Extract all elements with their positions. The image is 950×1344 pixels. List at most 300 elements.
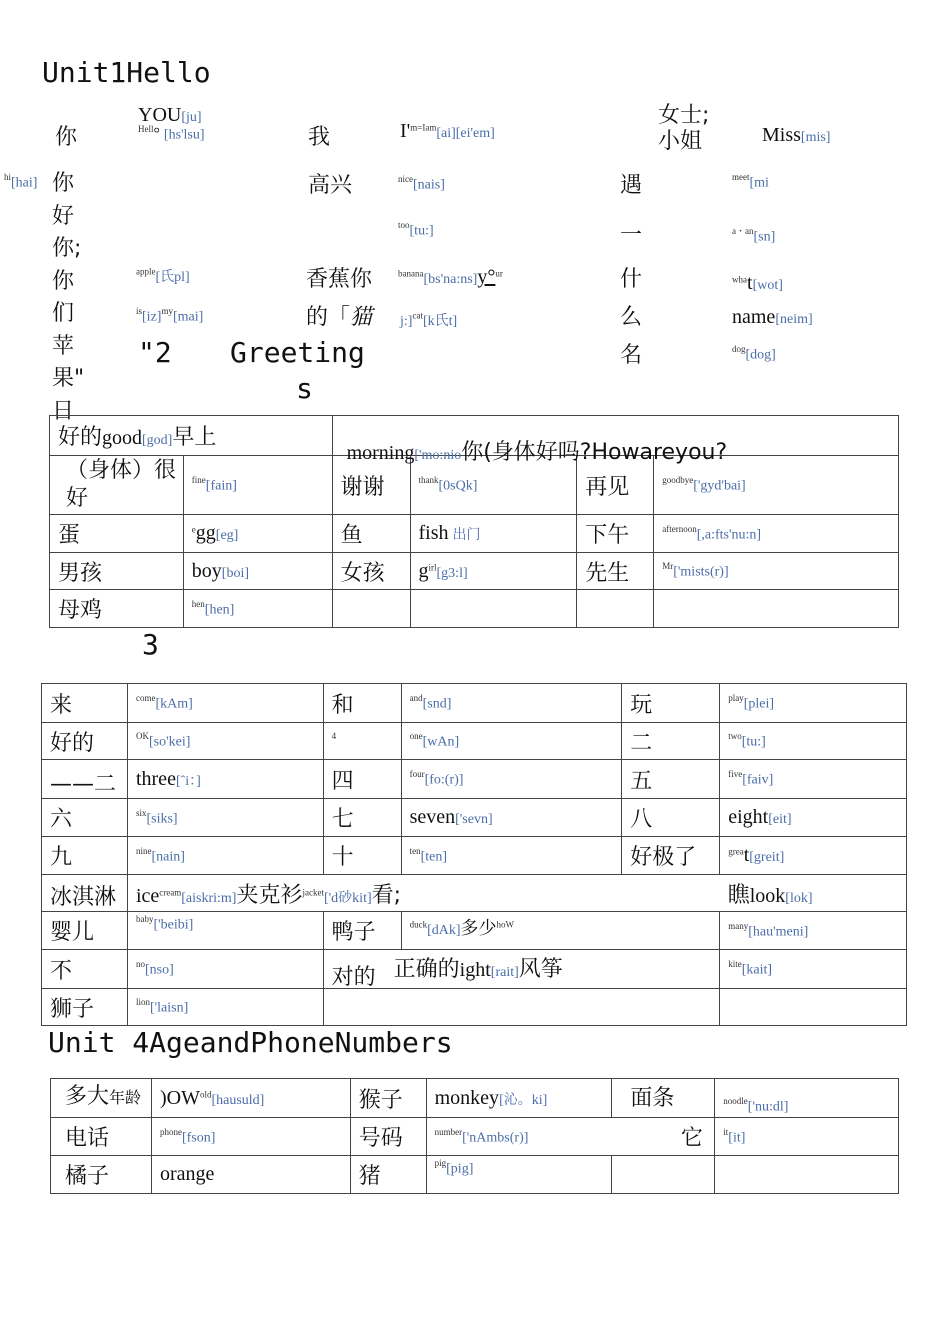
- cell-zh: 好极了: [630, 845, 697, 870]
- lion-zh: 狮子: [50, 996, 95, 1022]
- hi-entry: [4, 172, 37, 191]
- too-word: too: [398, 220, 410, 230]
- look-phonetic: [lok]: [785, 890, 813, 906]
- old-sup: old: [199, 1089, 212, 1100]
- col-char: 好: [52, 203, 75, 229]
- xiangjiao-text: 香蕉你: [306, 267, 373, 292]
- cell-sup: irl: [428, 562, 437, 573]
- table-cell: [577, 590, 654, 628]
- cell-sup: 4: [331, 731, 337, 742]
- dog-word: dog: [732, 344, 746, 354]
- phone-zh: 电话: [65, 1126, 110, 1151]
- ice-cream-phonetic: [aiskri:m]: [181, 890, 237, 906]
- table-cell: [622, 760, 720, 799]
- cell-zh: 七: [331, 807, 354, 832]
- miss-entry: [762, 124, 830, 144]
- is-my-entry: [136, 306, 203, 325]
- a-an-word: a・an: [732, 226, 754, 236]
- table-cell: [720, 950, 907, 989]
- cell-phonetic: [so'kei]: [148, 734, 191, 750]
- pig-phonetic: [pig]: [446, 1161, 474, 1177]
- kite-phonetic: [kait]: [741, 962, 773, 978]
- greetings-table: [49, 415, 899, 628]
- cell-sup: goodbye: [662, 475, 694, 486]
- cell-phonetic: [,a:fts'nu:n]: [696, 527, 762, 543]
- what-word: t: [747, 272, 753, 294]
- baby-sup: baby: [135, 914, 154, 924]
- hello-phonetic: [hs'lsu]: [163, 127, 205, 143]
- baby-phonetic: ['beibi]: [153, 917, 194, 933]
- table-cell: [323, 837, 401, 875]
- cell-zh: 女孩: [340, 560, 385, 586]
- table-cell: [350, 1118, 426, 1156]
- cell-zh-clip: [50, 880, 127, 910]
- cell-zh: 二: [630, 730, 653, 756]
- shen-char: 什: [620, 267, 643, 292]
- is-word: is: [136, 306, 143, 316]
- im-phonetic: [ai][ei'em]: [436, 126, 495, 141]
- monkey-word: monkey: [434, 1086, 500, 1109]
- table-cell: [332, 416, 898, 465]
- cell-zh: 母鸡: [58, 598, 103, 623]
- what-entry: [732, 272, 783, 294]
- cell-word: eight: [728, 806, 769, 828]
- cell-phonetic: [plei]: [743, 696, 775, 712]
- cell-sup: fine: [191, 475, 206, 486]
- cell-phonetic: [0sQk]: [438, 478, 478, 494]
- im-entry: [400, 120, 495, 142]
- cell-phonetic: 出门: [452, 528, 481, 543]
- my-word: my: [161, 306, 173, 316]
- j-phonetic: j:]: [400, 314, 413, 329]
- cell-zh: 谢谢: [340, 474, 385, 500]
- table-cell: [622, 799, 720, 837]
- cat-phonetic: [k氏t]: [422, 314, 458, 329]
- hello-degree: °: [153, 125, 160, 143]
- what-sup: wha: [732, 274, 747, 285]
- table-cell: [127, 989, 323, 1026]
- cell-zh: 和: [331, 692, 354, 718]
- banana-entry: [398, 266, 503, 289]
- cell-sup: four: [409, 769, 425, 780]
- table-cell: [323, 684, 401, 723]
- your-sup: ur: [495, 268, 503, 279]
- col-char: 们: [52, 301, 75, 326]
- it-sup: it: [723, 1126, 729, 1137]
- table-cell: [51, 1118, 152, 1156]
- yi-char: 一: [620, 223, 643, 248]
- table-cell: [151, 1079, 350, 1118]
- cell-word: boy: [191, 559, 222, 582]
- table-cell: [332, 553, 410, 590]
- table-cell: [720, 989, 907, 1026]
- table-row: [42, 950, 907, 989]
- your-word: y°: [477, 266, 496, 288]
- table-cell: [127, 950, 323, 989]
- apple-entry: [136, 266, 190, 286]
- no-phonetic: [nso]: [144, 962, 174, 978]
- correct-zh: 正确的: [393, 957, 460, 983]
- it-zh: 它: [680, 1126, 703, 1151]
- table-row: [42, 760, 907, 799]
- cell-sup: OK: [135, 731, 149, 742]
- table-cell: [50, 456, 184, 515]
- table-cell: [50, 553, 184, 590]
- table-cell: [401, 684, 622, 723]
- table-cell: [42, 723, 128, 760]
- what-phonetic: [wot]: [752, 278, 783, 293]
- name-entry: [732, 306, 813, 326]
- cell-zh-clip: [50, 767, 127, 797]
- meet-phonetic: [mi: [749, 175, 769, 191]
- table-cell: [323, 989, 720, 1026]
- table-row: [42, 912, 907, 950]
- cream-sup: cream: [159, 887, 182, 898]
- duck-phonetic: [dAk]: [427, 923, 461, 938]
- table-cell: [42, 875, 128, 912]
- name-phonetic: [neim]: [775, 312, 813, 327]
- hello-entry: [138, 124, 205, 142]
- cell-sup: ten: [409, 845, 421, 856]
- table-cell: [127, 799, 323, 837]
- table-cell: [401, 760, 622, 799]
- many-sup: many: [728, 920, 749, 931]
- table-cell: [42, 837, 128, 875]
- cell-phonetic: [faiv]: [742, 772, 774, 788]
- how-old-phonetic: [hausuld]: [211, 1092, 265, 1108]
- cell-phonetic: [hen]: [204, 602, 235, 618]
- table-row: [50, 590, 899, 628]
- cell-phonetic: [ˆi：]: [175, 773, 201, 789]
- monkey-zh: 猴子: [358, 1087, 403, 1113]
- cell-zh: 九: [50, 845, 73, 870]
- yu-char: 遇: [620, 173, 643, 198]
- table-cell: [401, 912, 720, 950]
- right-phonetic: [rait]: [490, 965, 519, 981]
- table-cell: [51, 1079, 152, 1118]
- ni-char: 你: [55, 125, 78, 150]
- table-cell: [350, 1156, 426, 1194]
- nice-entry: [398, 174, 445, 193]
- dog-phonetic: [dog]: [745, 347, 776, 363]
- cell-phonetic: [ten]: [420, 849, 448, 865]
- kite-zh: 风筝: [518, 957, 563, 983]
- col-char: 你: [52, 171, 75, 196]
- miss-phonetic: [mis]: [800, 130, 831, 145]
- meet-entry: [732, 172, 769, 192]
- cell-zh: 六: [50, 807, 73, 832]
- table-cell: [350, 1079, 426, 1118]
- cell-sup: e: [191, 524, 196, 535]
- cell-phonetic: [eg]: [215, 528, 239, 543]
- lion-phonetic: ['laisn]: [149, 1000, 189, 1016]
- cell-phonetic: ['gyd'bai]: [693, 478, 746, 494]
- how-many-zh: 多少: [460, 918, 497, 939]
- cell-phonetic: [greit]: [749, 850, 785, 865]
- cell-zh: ——二: [50, 772, 117, 797]
- cat-entry: [400, 310, 457, 330]
- table-cell: [401, 837, 622, 875]
- table-cell: [654, 515, 899, 553]
- cell-word: g: [418, 559, 429, 582]
- table-cell: [720, 723, 907, 760]
- good-zh: 好的: [58, 425, 103, 450]
- unit1-title: Unit1Hello: [42, 56, 211, 89]
- cell-phonetic: [nain]: [151, 849, 185, 865]
- baby-zh: 婴儿: [50, 920, 95, 945]
- table-cell: [720, 799, 907, 837]
- table-cell: [612, 1079, 715, 1118]
- cell-zh: 下午: [585, 523, 630, 548]
- noodle-phonetic: ['nu:dl]: [747, 1099, 789, 1114]
- table-cell: [127, 723, 323, 760]
- table-cell: [50, 590, 184, 628]
- cell-word: three: [135, 767, 176, 790]
- table-cell: [715, 1079, 899, 1118]
- table-row: [51, 1156, 899, 1194]
- you-phonetic: [ju]: [181, 110, 202, 125]
- me-char: 么: [620, 305, 643, 330]
- apple-phonetic: [氏pl]: [155, 270, 190, 285]
- cell-zh: 八: [630, 807, 653, 832]
- table-cell: [332, 515, 410, 553]
- a-an-phonetic: [sn]: [753, 229, 776, 245]
- orange-word: orange: [159, 1163, 215, 1185]
- morning-cell-clip: [346, 417, 898, 465]
- cell-zh: 先生: [585, 560, 630, 586]
- table-row: [42, 989, 907, 1026]
- hi-word: hi: [4, 172, 12, 182]
- table-cell: [426, 1079, 612, 1118]
- apple-word: apple: [136, 266, 156, 277]
- cell-zh: 再见: [585, 474, 630, 500]
- cell-zh: 蛋: [58, 523, 81, 548]
- cell-phonetic: [fain]: [205, 478, 237, 494]
- good-word: good: [102, 427, 143, 449]
- unit2-number: "2: [138, 336, 172, 369]
- table-cell: [323, 799, 401, 837]
- cell-phonetic: [kAm]: [155, 696, 193, 712]
- cell-sup: six: [135, 807, 147, 818]
- cell-phonetic: [tu:]: [741, 734, 766, 750]
- table-cell: [715, 1156, 899, 1194]
- mao-char: 猫: [350, 305, 373, 330]
- table-cell: [720, 912, 907, 950]
- pig-zh: 猪: [358, 1164, 381, 1189]
- jacket-sup: jacket: [302, 887, 324, 898]
- col-char: 你: [52, 268, 75, 294]
- table-cell: [720, 875, 907, 912]
- unit2-title: Greeting: [230, 336, 365, 369]
- too-entry: [398, 220, 434, 239]
- table-cell: [127, 837, 323, 875]
- old-word: )OW: [159, 1086, 200, 1109]
- cell-phonetic: [siks]: [146, 811, 178, 827]
- cell-phonetic: [fo:(r)]: [424, 772, 464, 788]
- unit1-left-column: [52, 168, 92, 424]
- cell-sup: two: [728, 731, 742, 742]
- number-zh: 号码: [358, 1126, 403, 1151]
- table-cell: [42, 912, 128, 950]
- table-cell: [720, 837, 907, 875]
- cell-phonetic: ['mists(r)]: [673, 564, 729, 580]
- table-cell: [323, 912, 401, 950]
- nice-word: nice: [398, 174, 413, 184]
- noodle-zh: 面条: [630, 1086, 675, 1111]
- gaoxing-text: 高兴: [308, 173, 353, 198]
- too-phonetic: [tu:]: [409, 223, 434, 239]
- monkey-phonetic: [沁。ki]: [499, 1092, 548, 1108]
- cell-phonetic: [g3:l]: [436, 565, 468, 581]
- jacket-phonetic: ['d砂kit]: [324, 890, 372, 906]
- table-cell: [183, 590, 332, 628]
- age-phone-table: [50, 1078, 899, 1194]
- table-row: [42, 684, 907, 723]
- no-zh: 不: [50, 958, 73, 984]
- col-char: 你;: [52, 236, 82, 261]
- right-zh: 对的: [331, 964, 376, 990]
- im-word: I': [400, 120, 411, 142]
- orange-zh: 橘子: [65, 1164, 110, 1189]
- table-row: [51, 1118, 899, 1156]
- ice-word: ice: [135, 884, 160, 907]
- nice-phonetic: [nais]: [413, 177, 445, 193]
- banana-word: banana: [398, 268, 424, 279]
- cell-zh: 十: [331, 845, 354, 870]
- table-cell: [669, 1118, 715, 1156]
- it-phonetic: [it]: [728, 1130, 746, 1146]
- meet-word: meet: [732, 172, 750, 182]
- dog-entry: [732, 344, 776, 363]
- banana-phonetic: [bs'na:ns]: [423, 272, 478, 287]
- cell-sup: Mr: [662, 561, 674, 572]
- table-cell: [323, 760, 401, 799]
- table-cell: [410, 553, 577, 590]
- look-word: look: [749, 884, 786, 907]
- table-cell: [183, 553, 332, 590]
- hi-phonetic: [hai]: [11, 175, 38, 191]
- table-cell: [410, 515, 577, 553]
- morning-phonetic: ['mo:nio: [414, 447, 462, 463]
- table-cell: [127, 684, 323, 723]
- table-row: [42, 837, 907, 875]
- unit2-title-wrap: s: [296, 372, 313, 405]
- table-cell: [151, 1118, 350, 1156]
- table-row: [42, 723, 907, 760]
- miss-word: Miss: [762, 124, 801, 146]
- table-cell: [622, 684, 720, 723]
- a-an-entry: [732, 224, 776, 245]
- table-cell: [127, 875, 719, 912]
- lion-sup: lion: [135, 997, 150, 1008]
- cell-zh: 鱼: [340, 523, 363, 548]
- cell-zh: 男孩: [58, 560, 103, 586]
- cell-phonetic: [eit]: [768, 812, 792, 827]
- cell-zh: 好的: [50, 730, 95, 756]
- table-cell: [51, 1156, 152, 1194]
- cell-sup: play: [728, 693, 744, 704]
- col-char: 苹: [52, 333, 75, 359]
- cell-sup: and: [409, 693, 423, 704]
- morning-zh: 早上: [172, 425, 217, 450]
- duck-sup: duck: [409, 919, 428, 930]
- cell-sup: hen: [191, 598, 205, 609]
- table-cell: [50, 515, 184, 553]
- cell-word: gg: [195, 522, 216, 544]
- table-cell: [42, 760, 128, 799]
- table-cell: [323, 723, 401, 760]
- cell-phonetic: [boi]: [221, 565, 250, 581]
- my-phonetic: [mai]: [172, 309, 204, 325]
- table-cell: [183, 515, 332, 553]
- table-cell: [720, 760, 907, 799]
- cell-sup: afternoon: [662, 523, 697, 534]
- table-cell: [401, 723, 622, 760]
- table-cell: [42, 799, 128, 837]
- table-row: [50, 416, 899, 456]
- table-cell: [577, 515, 654, 553]
- im-sup: m=Iam: [410, 122, 437, 133]
- de-mao-text: [306, 300, 372, 331]
- kite-sup: kite: [728, 959, 742, 970]
- table-cell: [42, 950, 128, 989]
- no-sup: no: [135, 959, 145, 970]
- numbers-table: [41, 683, 907, 1026]
- cell-sup: one: [409, 731, 423, 742]
- table-cell: [622, 837, 720, 875]
- cell-sup: come: [135, 693, 156, 704]
- table-cell: [127, 760, 323, 799]
- ming-char: 名: [620, 343, 643, 368]
- unit4-title: Unit 4AgeandPhoneNumbers: [48, 1026, 453, 1059]
- cell-zh: 玩: [630, 692, 653, 718]
- cell-phonetic: ['sevn]: [455, 812, 493, 827]
- table-cell: [151, 1156, 350, 1194]
- table-cell: [42, 684, 128, 723]
- cell-phonetic: [snd]: [422, 696, 452, 712]
- table-cell: [410, 590, 577, 628]
- table-cell: [323, 950, 720, 989]
- qiao-zh: 瞧: [727, 882, 750, 908]
- how-are-you-text: 你(身体好吗?Howareyou?: [461, 439, 728, 465]
- you-word: YOU: [138, 104, 182, 126]
- table-cell: [715, 1118, 899, 1156]
- name-word: name: [732, 306, 776, 328]
- morning-word: morning: [346, 441, 415, 464]
- table-cell: [577, 553, 654, 590]
- col-char: 日: [52, 398, 75, 424]
- number-phonetic: ['nAmbs(r)]: [462, 1130, 529, 1146]
- table-cell: [426, 1156, 612, 1194]
- table-cell: [720, 684, 907, 723]
- cell-zh: 四: [331, 768, 354, 794]
- table-cell: [183, 456, 332, 515]
- noodle-sup: noodle: [723, 1095, 748, 1106]
- cell-sup: grea: [728, 846, 744, 857]
- table-cell: [50, 416, 333, 456]
- cat-word: cat: [412, 310, 423, 321]
- many-phonetic: [hau'meni]: [748, 924, 809, 940]
- cell-sup: five: [728, 769, 743, 780]
- col-char: 果": [52, 366, 85, 391]
- table-cell: [612, 1156, 715, 1194]
- table-cell: [401, 799, 622, 837]
- table-cell: [654, 553, 899, 590]
- hello-word: Hell: [138, 124, 154, 134]
- cell-word: seven: [409, 806, 456, 828]
- phone-sup: phone: [159, 1126, 182, 1137]
- right-word: ight: [459, 959, 491, 982]
